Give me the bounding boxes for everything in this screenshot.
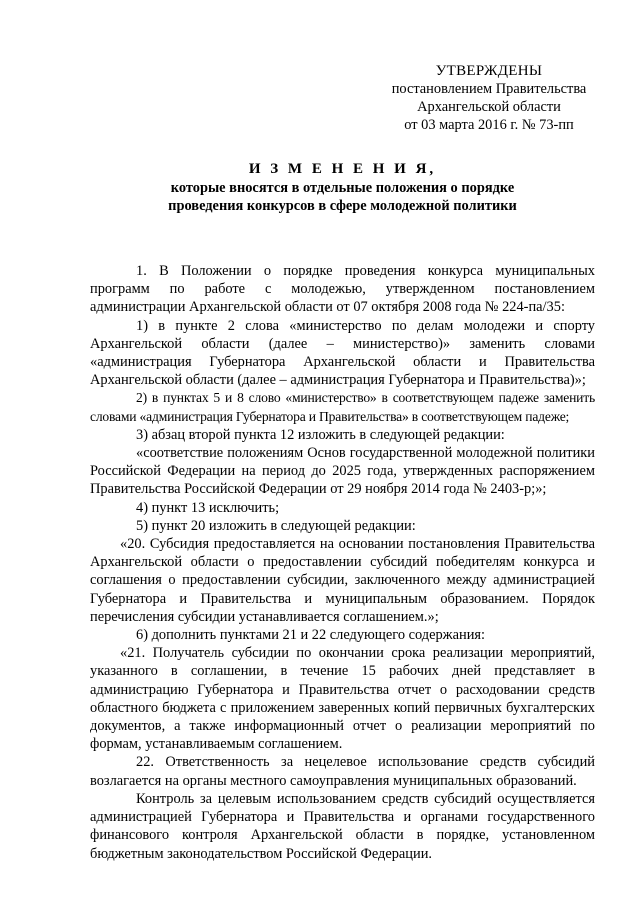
approval-line-1: постановлением Правительства <box>391 81 587 97</box>
paragraph-1: 1. В Положении о порядке проведения конкурса муниципальных программ по работе с молодежью, утвержденном постановлением администрации Архангельской области от 07 октября 2008 года № 224-па/35: <box>90 263 595 316</box>
approval-block <box>384 62 594 134</box>
document-title <box>90 160 595 216</box>
approval-line-2: Архангельской области <box>417 99 561 115</box>
paragraph-22: 22. Ответственность за нецелевое использование средств субсидий возлагается на органы местного самоуправления муниципальных образований. <box>90 754 595 789</box>
paragraph-quote-21: «21. Получатель субсидии по окончании срока реализации мероприятий, указанного в соглашении, в течение 15 рабочих дней представляет в администрацию Губернатора и Правительства отчет о расходовании средств областного бюджета с приложением заверенных копий первичных бухгалтерских документов, а также информационный отчет о реализации мероприятий по формам, устанавливаемым соглашением. <box>90 645 595 753</box>
paragraph-item-5: 5) пункт 20 изложить в следующей редакции: <box>136 517 416 534</box>
paragraph-control: Контроль за целевым использованием средств субсидий осуществляется администрацией Губернатора и Правительства и органами государственного финансового контроля Архангельской области в порядке, установленном бюджетным законодательством Российской Федерации. <box>90 790 595 862</box>
paragraph-quote-20: «20. Субсидия предоставляется на основании постановления Правительства Архангельской области о предоставлении субсидий победителям конкурса и соглашения о предоставлении субсидии, заключенного между администрацией Губернатора и Правительства и муниципальным образованием. Порядок перечисления субсидии устанавливается соглашением.»; <box>90 536 595 625</box>
title-subtitle-1: которые вносятся в отдельные положения о порядке <box>170 179 515 196</box>
paragraph-item-1: 1) в пункте 2 слова «министерство по делам молодежи и спорту Архангельской области (далее – министерство)» заменить словами «администрация Губернатора Архангельской области и Правительства Архангельской области (далее – администрация Губернатора и Правительства)»; <box>90 317 595 389</box>
paragraph-item-6: 6) дополнить пунктами 21 и 22 следующего содержания: <box>136 627 486 644</box>
paragraph-quote-12: «соответствие положениям Основ государственной молодежной политики Российской Федерации на период до 2025 года, утвержденных распоряжением Правительства Российской Федерации от 29 ноября 2014 года № 2403-р;»; <box>90 445 595 498</box>
paragraph-item-3: 3) абзац второй пункта 12 изложить в следующей редакции: <box>136 426 505 443</box>
approval-heading: УТВЕРЖДЕНЫ <box>435 63 543 79</box>
approval-line-3: от 03 марта 2016 г. № 73-пп <box>404 117 574 133</box>
document-body <box>90 262 595 863</box>
paragraph-item-4: 4) пункт 13 исключить; <box>136 499 280 516</box>
paragraph-item-2: 2) в пунктах 5 и 8 слово «министерство» в соответствующем падеже заменить словами «администрация Губернатора и Правительства» в соответствующем падеже; <box>90 390 595 424</box>
title-subtitle-2: проведения конкурсов в сфере молодежной политики <box>168 198 517 214</box>
title-main: И З М Е Н Е Н И Я, <box>248 161 437 177</box>
